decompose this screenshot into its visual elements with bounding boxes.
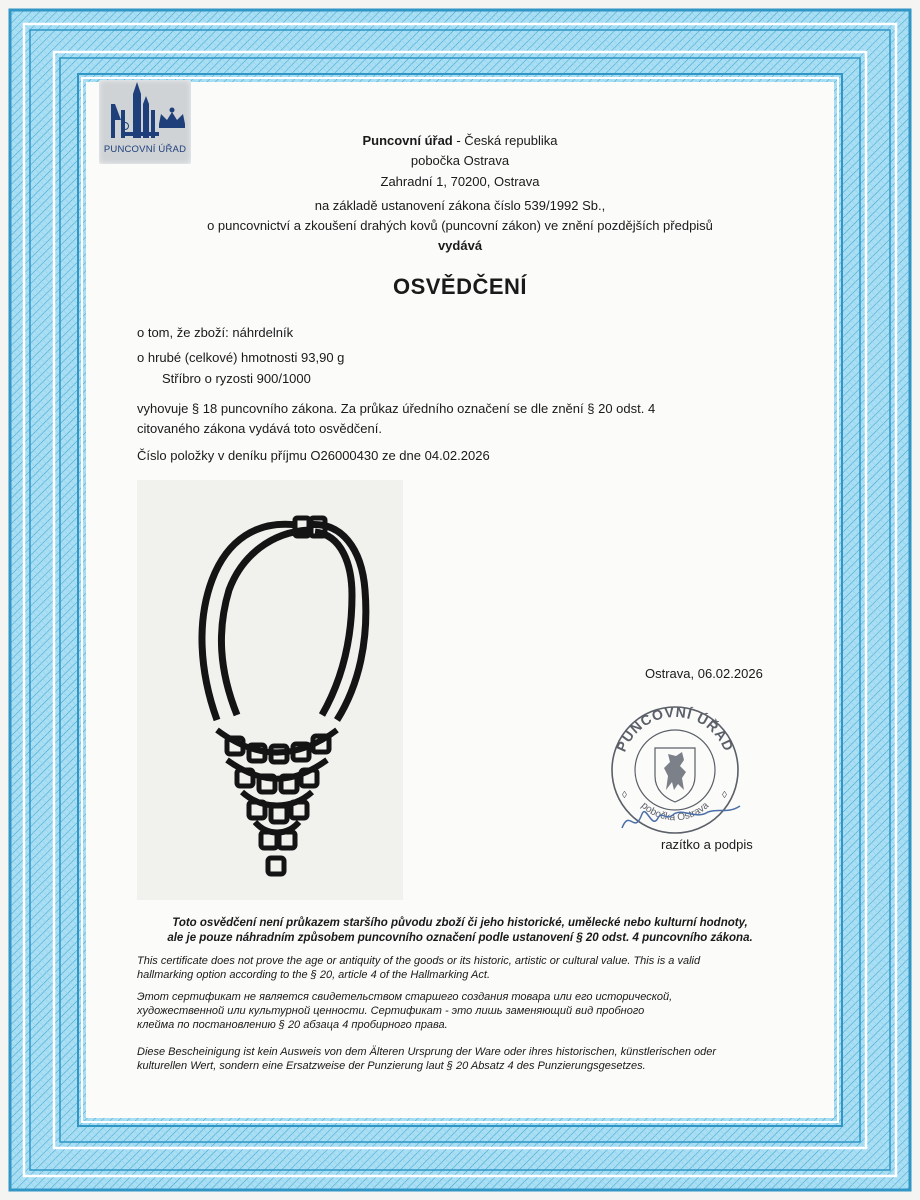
law-line-2: o puncovnictví a zkoušení drahých kovů (puncovní zákon) ve znění pozdějších předpisů xyxy=(207,218,713,233)
law-line-1: na základě ustanovení zákona číslo 539/1992 Sb., xyxy=(314,198,606,213)
certificate-title: OSVĚDČENÍ xyxy=(392,274,528,299)
stamp-bottom-text: pobočka Ostrava xyxy=(638,800,712,824)
disclaimer-russian-line-3: клейма по постановлению § 20 абзаца 4 пробирного права. xyxy=(137,1019,448,1031)
logo-text: PUNCOVNÍ ÚŘAD xyxy=(103,144,187,155)
hallmark-office-logo xyxy=(99,80,191,164)
coat-of-arms-lion-icon xyxy=(655,748,695,802)
address-line: Zahradní 1, 70200, Ostrava xyxy=(380,174,540,189)
stamp-ornament-right-icon: ◊ xyxy=(722,790,727,801)
svg-text:PUNCOVNÍ ÚŘAD xyxy=(613,704,737,754)
disclaimer-german-line-2: kulturellen Wert, sondern eine Ersatzweise der Punzierung laut § 20 Absatz 4 des Punzierungsgesetzes. xyxy=(137,1060,646,1072)
disclaimer-czech xyxy=(120,916,800,946)
disclaimer-russian-line-2: художественной или культурной ценности. Сертификат - это лишь заменяющий вид пробного xyxy=(137,1005,645,1017)
necklace-photo xyxy=(137,480,403,900)
disclaimer-german xyxy=(137,1045,797,1073)
stamp-ornament-left-icon: ◊ xyxy=(622,790,627,801)
compliance-line-2: citovaného zákona vydává toto osvědčení. xyxy=(137,421,382,436)
record-line: Číslo položky v deníku příjmu O26000430 ze dne 04.02.2026 xyxy=(137,448,490,463)
official-stamp xyxy=(600,696,750,836)
place-date: Ostrava, 06.02.2026 xyxy=(645,666,763,681)
issues-line: vydává xyxy=(437,238,483,253)
disclaimer-russian xyxy=(137,990,797,1032)
disclaimer-english-line-2: hallmarking option according to the § 20, article 4 of the Hallmarking Act. xyxy=(137,969,490,981)
office-line xyxy=(120,133,800,149)
necklace-icon xyxy=(137,480,403,900)
disclaimer-russian-line-1: Этот сертификат не является свидетельством старшего создания товара или его исторической, xyxy=(137,991,673,1003)
disclaimer-czech-line-2: ale je pouze náhradním způsobem puncovního označení podle ustanovení § 20 odst. 4 puncovního zákona. xyxy=(167,932,753,944)
goods-line: o tom, že zboží: náhrdelník xyxy=(137,325,294,340)
disclaimer-english xyxy=(137,954,797,982)
metal-line: Stříbro o ryzosti 900/1000 xyxy=(162,371,311,386)
signature-label: razítko a podpis xyxy=(661,837,753,852)
branch-line: pobočka Ostrava xyxy=(410,153,510,168)
office-name: Puncovní úřad xyxy=(362,133,453,148)
disclaimer-english-line-1: This certificate does not prove the age or antiquity of the goods or its historic, artistic or cultural value. This is a valid xyxy=(137,955,701,967)
weight-line: o hrubé (celkové) hmotnosti 93,90 g xyxy=(137,350,345,365)
svg-text:pobočka Ostrava xyxy=(639,800,712,823)
stamp-top-text: PUNCOVNÍ ÚŘAD xyxy=(612,703,738,755)
disclaimer-german-line-1: Diese Bescheinigung ist kein Ausweis von dem Älteren Ursprung der Ware oder ihres historischen, künstlerischen oder xyxy=(137,1046,717,1058)
disclaimer-czech-line-1: Toto osvědčení není průkazem staršího původu zboží či jeho historické, umělecké nebo kulturní hodnoty, xyxy=(172,917,748,929)
office-country: - Česká republika xyxy=(452,133,558,148)
compliance-line-1: vyhovuje § 18 puncovního zákona. Za průkaz úředního označení se dle znění § 20 odst. 4 xyxy=(137,401,656,416)
